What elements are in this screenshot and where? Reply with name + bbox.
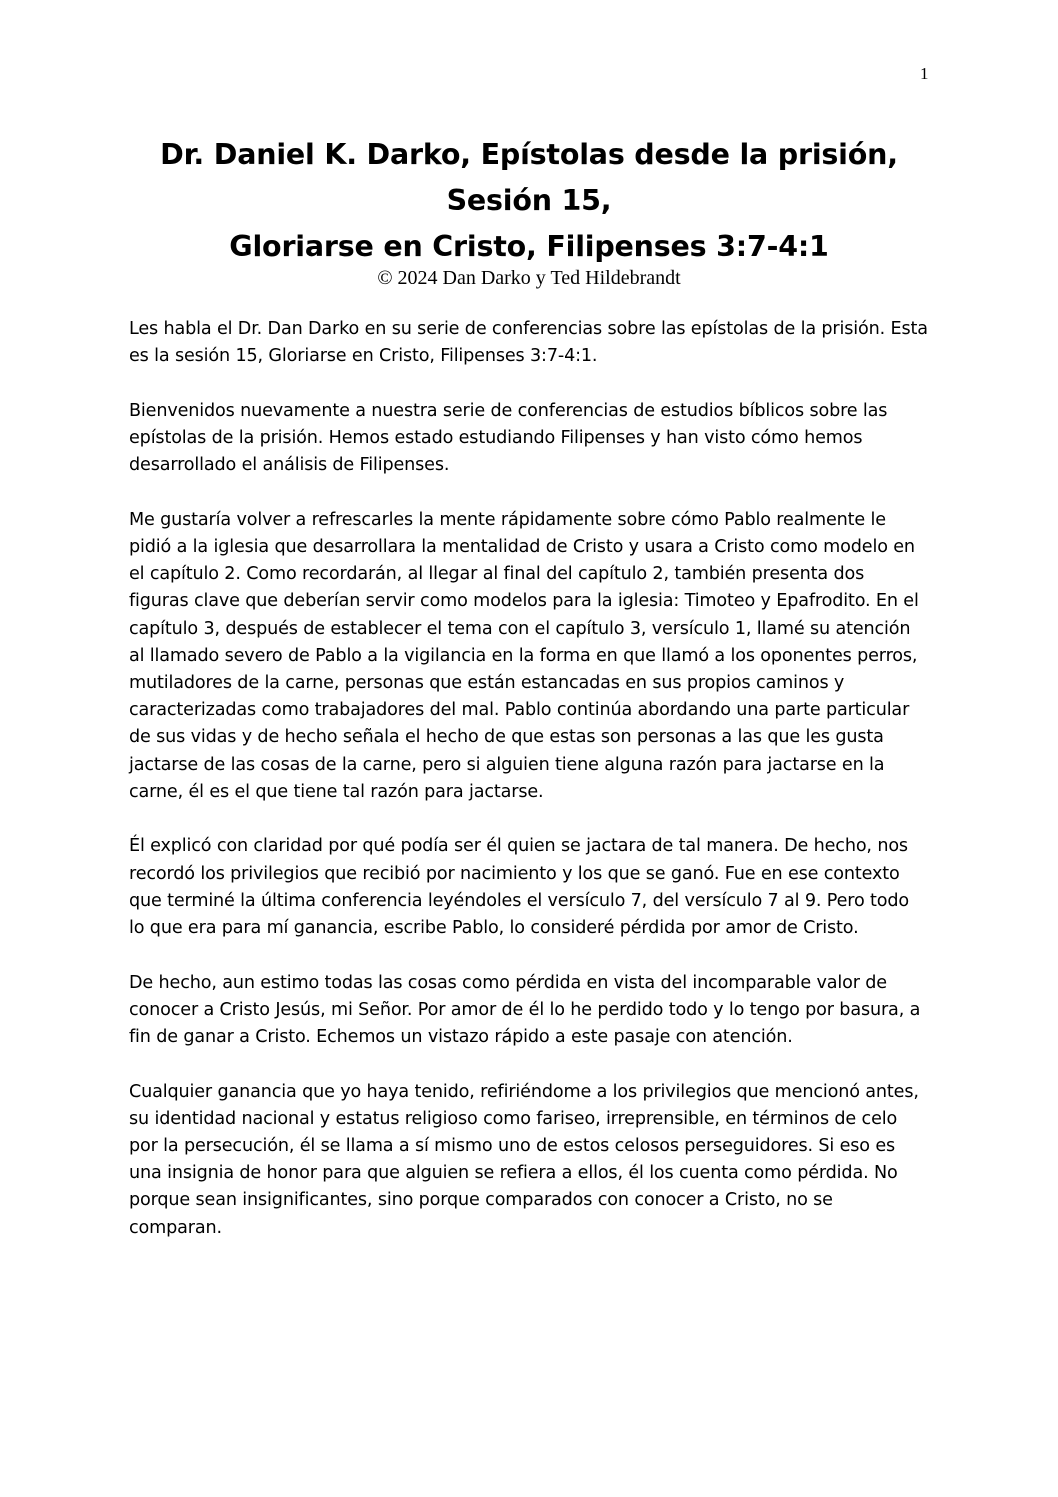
paragraph-2: Bienvenidos nuevamente a nuestra serie de conferencias de estudios bíblicos sobre las epístolas de la prisión. Hemos estado estudiando Filipenses y han visto cómo hemos desarrollado el análisis de Filipenses. (129, 400, 888, 476)
paragraph-3: Me gustaría volver a refrescarles la mente rápidamente sobre cómo Pablo realmente le pidió a la iglesia que desarrollara la mentalidad de Cristo y usara a Cristo como modelo en el capítulo 2. Como recordarán, al llegar al final del capítulo 2, también presenta dos figuras clave que deberían servir como modelos para la iglesia: Timoteo y Epafrodito. En el capítulo 3, después de establecer el tema con el capítulo 3, versículo 1, llamé su atención al llamado severo de Pablo a la vigilancia en la forma en que llamó a los oponentes perros, mutiladores de la carne, personas que están estancadas en sus propios caminos y caracterizadas como trabajadores del mal. Pablo continúa abordando una parte particular de sus vidas y de hecho señala el hecho de que estas son personas a las que les gusta jactarse de las cosas de la carne, pero si alguien tiene alguna razón para jactarse en la carne, él es el que tiene tal razón para jactarse. (129, 509, 919, 802)
paragraph-4: Él explicó con claridad por qué podía ser él quien se jactara de tal manera. De hecho, nos recordó los privilegios que recibió por nacimiento y los que se ganó. Fue en ese contexto que terminé la última conferencia leyéndoles el versículo 7, del versículo 7 al 9. Pero todo lo que era para mí ganancia, escribe Pablo, lo consideré pérdida por amor de Cristo. (129, 836, 910, 939)
page-number: 1 (920, 64, 929, 83)
paragraph-6: Cualquier ganancia que yo haya tenido, refiriéndome a los privilegios que mencionó antes, su identidad nacional y estatus religioso como fariseo, irreprensible, en términos de celo por la persecución, él se llama a sí mismo uno de estos celosos perseguidores. Si eso es una insignia de honor para que alguien se refiera a ellos, él los cuenta como pérdida. No porque sean insignificantes, sino porque comparados con conocer a Cristo, no se comparan. (129, 1081, 919, 1238)
copyright-notice: © 2024 Dan Darko y Ted Hildebrandt (377, 267, 681, 289)
paragraph-1: Les habla el Dr. Dan Darko en su serie de conferencias sobre las epístolas de la prisión. Esta es la sesión 15, Gloriarse en Cristo, Filipenses 3:7-4:1. (129, 319, 928, 367)
document-title-line-1: Dr. Daniel K. Darko, Epístolas desde la prisión, (160, 138, 898, 171)
body-text (129, 316, 929, 1269)
paragraph-5: De hecho, aun estimo todas las cosas como pérdida en vista del incomparable valor de conocer a Cristo Jesús, mi Señor. Por amor de él lo he perdido todo y lo tengo por basura, a fin de ganar a Cristo. Echemos un vistazo rápido a este pasaje con atención. (129, 972, 921, 1048)
title-block (129, 132, 929, 290)
document-title-line-2: Sesión 15, (446, 184, 612, 217)
document-title-line-3: Gloriarse en Cristo, Filipenses 3:7-4:1 (229, 230, 829, 263)
